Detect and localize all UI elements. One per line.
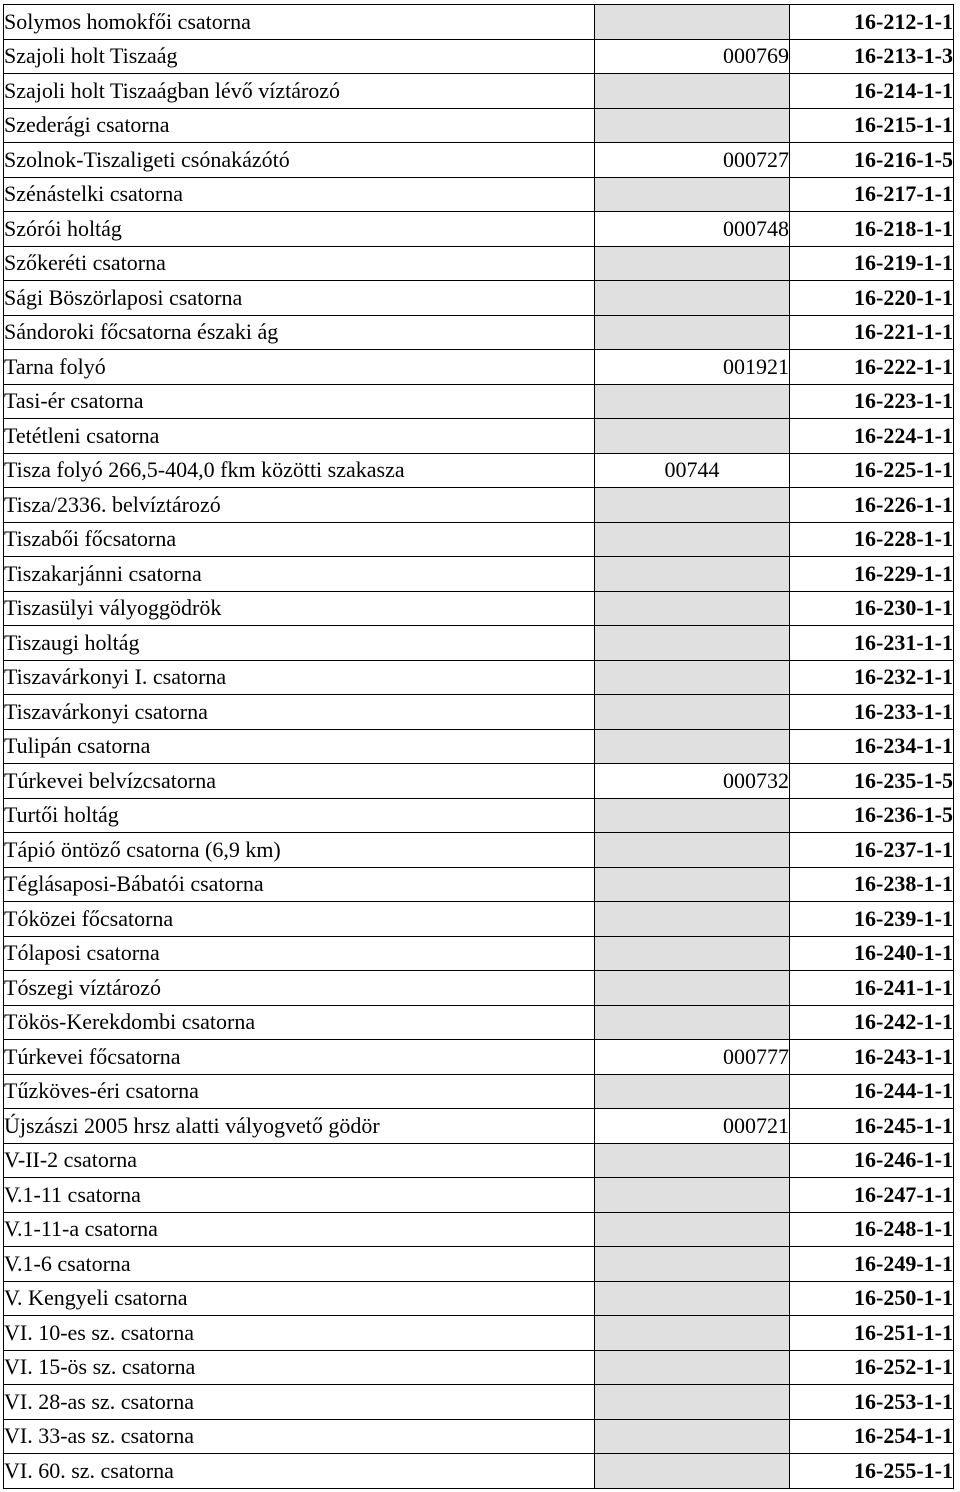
table-row: [4, 315, 954, 350]
empty-code-cell: [595, 1074, 790, 1109]
table-row: [4, 1350, 954, 1385]
water-body-id-cell: 16-216-1-5: [790, 143, 954, 178]
empty-code-cell: [595, 1212, 790, 1247]
water-body-name-cell: Tiszavárkonyi csatorna: [4, 695, 595, 730]
water-body-id-cell: 16-236-1-5: [790, 798, 954, 833]
water-body-id-cell: 16-219-1-1: [790, 246, 954, 281]
water-body-id-cell: 16-238-1-1: [790, 867, 954, 902]
empty-code-cell: [595, 695, 790, 730]
water-body-name-cell: Tápió öntöző csatorna (6,9 km): [4, 833, 595, 868]
water-body-id-cell: 16-247-1-1: [790, 1178, 954, 1213]
empty-code-cell: [595, 1350, 790, 1385]
water-body-id-cell: 16-237-1-1: [790, 833, 954, 868]
table-row: [4, 557, 954, 592]
table-row: [4, 1247, 954, 1282]
water-body-id-cell: 16-214-1-1: [790, 74, 954, 109]
table-row: [4, 143, 954, 178]
table-row: [4, 108, 954, 143]
table-row: [4, 246, 954, 281]
water-body-id-cell: 16-234-1-1: [790, 729, 954, 764]
water-body-id-cell: 16-221-1-1: [790, 315, 954, 350]
water-body-name-cell: VI. 15-ös sz. csatorna: [4, 1350, 595, 1385]
table-row: [4, 591, 954, 626]
table-row: [4, 384, 954, 419]
empty-code-cell: [595, 729, 790, 764]
table-row: [4, 695, 954, 730]
empty-code-cell: [595, 1454, 790, 1489]
water-body-code-cell: 000777: [595, 1040, 790, 1075]
table-row: [4, 1212, 954, 1247]
water-body-name-cell: VI. 33-as sz. csatorna: [4, 1419, 595, 1454]
water-body-name-cell: Tisza folyó 266,5-404,0 fkm közötti szakasza: [4, 453, 595, 488]
empty-code-cell: [595, 1005, 790, 1040]
table-row: [4, 1281, 954, 1316]
water-body-name-cell: VI. 60. sz. csatorna: [4, 1454, 595, 1489]
water-body-name-cell: Sándoroki főcsatorna északi ág: [4, 315, 595, 350]
water-body-name-cell: V.1-11 csatorna: [4, 1178, 595, 1213]
empty-code-cell: [595, 1247, 790, 1282]
water-body-name-cell: VI. 10-es sz. csatorna: [4, 1316, 595, 1351]
table-row: [4, 1109, 954, 1144]
table-row: [4, 453, 954, 488]
table-row: [4, 1454, 954, 1489]
water-body-register-table: [3, 4, 954, 1489]
table-row: [4, 350, 954, 385]
empty-code-cell: [595, 1281, 790, 1316]
table-row: [4, 626, 954, 661]
table-row: [4, 281, 954, 316]
empty-code-cell: [595, 591, 790, 626]
empty-code-cell: [595, 1419, 790, 1454]
table-row: [4, 971, 954, 1006]
water-body-id-cell: 16-229-1-1: [790, 557, 954, 592]
water-body-code-cell: 00744: [595, 453, 790, 488]
water-body-name-cell: Tisza/2336. belvíztározó: [4, 488, 595, 523]
water-body-name-cell: Szolnok-Tiszaligeti csónakázótó: [4, 143, 595, 178]
water-body-id-cell: 16-246-1-1: [790, 1143, 954, 1178]
water-body-name-cell: Szénástelki csatorna: [4, 177, 595, 212]
water-body-name-cell: VI. 28-as sz. csatorna: [4, 1385, 595, 1420]
empty-code-cell: [595, 1385, 790, 1420]
empty-code-cell: [595, 557, 790, 592]
water-body-name-cell: Túrkevei főcsatorna: [4, 1040, 595, 1075]
water-body-name-cell: Solymos homokfői csatorna: [4, 5, 595, 40]
water-body-name-cell: Tószegi víztározó: [4, 971, 595, 1006]
table-row: [4, 39, 954, 74]
water-body-id-cell: 16-215-1-1: [790, 108, 954, 143]
empty-code-cell: [595, 902, 790, 937]
table-row: [4, 522, 954, 557]
water-body-name-cell: V. Kengyeli csatorna: [4, 1281, 595, 1316]
water-body-id-cell: 16-224-1-1: [790, 419, 954, 454]
register-rows: [4, 5, 954, 1489]
water-body-id-cell: 16-217-1-1: [790, 177, 954, 212]
empty-code-cell: [595, 1178, 790, 1213]
water-body-id-cell: 16-255-1-1: [790, 1454, 954, 1489]
water-body-id-cell: 16-245-1-1: [790, 1109, 954, 1144]
water-body-code-cell: 001921: [595, 350, 790, 385]
table-row: [4, 1040, 954, 1075]
water-body-id-cell: 16-220-1-1: [790, 281, 954, 316]
water-body-id-cell: 16-232-1-1: [790, 660, 954, 695]
empty-code-cell: [595, 246, 790, 281]
water-body-code-cell: 000769: [595, 39, 790, 74]
table-row: [4, 833, 954, 868]
water-body-id-cell: 16-230-1-1: [790, 591, 954, 626]
empty-code-cell: [595, 315, 790, 350]
empty-code-cell: [595, 419, 790, 454]
empty-code-cell: [595, 1143, 790, 1178]
water-body-id-cell: 16-223-1-1: [790, 384, 954, 419]
empty-code-cell: [595, 1316, 790, 1351]
water-body-id-cell: 16-212-1-1: [790, 5, 954, 40]
water-body-id-cell: 16-251-1-1: [790, 1316, 954, 1351]
water-body-id-cell: 16-249-1-1: [790, 1247, 954, 1282]
water-body-name-cell: Turtői holtág: [4, 798, 595, 833]
water-body-name-cell: Tasi-ér csatorna: [4, 384, 595, 419]
table-row: [4, 1178, 954, 1213]
water-body-id-cell: 16-250-1-1: [790, 1281, 954, 1316]
water-body-name-cell: Szajoli holt Tiszaág: [4, 39, 595, 74]
water-body-name-cell: Tiszasülyi vályoggödrök: [4, 591, 595, 626]
table-row: [4, 419, 954, 454]
empty-code-cell: [595, 660, 790, 695]
empty-code-cell: [595, 522, 790, 557]
water-body-name-cell: Tiszakarjánni csatorna: [4, 557, 595, 592]
water-body-id-cell: 16-239-1-1: [790, 902, 954, 937]
table-row: [4, 1005, 954, 1040]
water-body-name-cell: Tóközei főcsatorna: [4, 902, 595, 937]
table-row: [4, 1143, 954, 1178]
empty-code-cell: [595, 177, 790, 212]
table-row: [4, 74, 954, 109]
table-row: [4, 660, 954, 695]
water-body-id-cell: 16-254-1-1: [790, 1419, 954, 1454]
table-row: [4, 1316, 954, 1351]
water-body-name-cell: Tetétleni csatorna: [4, 419, 595, 454]
table-row: [4, 212, 954, 247]
water-body-id-cell: 16-241-1-1: [790, 971, 954, 1006]
empty-code-cell: [595, 5, 790, 40]
water-body-id-cell: 16-228-1-1: [790, 522, 954, 557]
water-body-id-cell: 16-248-1-1: [790, 1212, 954, 1247]
water-body-id-cell: 16-240-1-1: [790, 936, 954, 971]
water-body-name-cell: Szederági csatorna: [4, 108, 595, 143]
water-body-name-cell: V-II-2 csatorna: [4, 1143, 595, 1178]
water-body-id-cell: 16-213-1-3: [790, 39, 954, 74]
water-body-name-cell: Tulipán csatorna: [4, 729, 595, 764]
table-row: [4, 902, 954, 937]
water-body-id-cell: 16-222-1-1: [790, 350, 954, 385]
water-body-name-cell: V.1-11-a csatorna: [4, 1212, 595, 1247]
water-body-name-cell: Tűzköves-éri csatorna: [4, 1074, 595, 1109]
water-body-id-cell: 16-252-1-1: [790, 1350, 954, 1385]
water-body-name-cell: Tiszabői főcsatorna: [4, 522, 595, 557]
water-body-name-cell: Téglásaposi-Bábatói csatorna: [4, 867, 595, 902]
table-row: [4, 177, 954, 212]
table-row: [4, 5, 954, 40]
table-row: [4, 936, 954, 971]
water-body-name-cell: Szőkeréti csatorna: [4, 246, 595, 281]
water-body-code-cell: 000748: [595, 212, 790, 247]
water-body-name-cell: Tarna folyó: [4, 350, 595, 385]
empty-code-cell: [595, 971, 790, 1006]
empty-code-cell: [595, 488, 790, 523]
water-body-name-cell: V.1-6 csatorna: [4, 1247, 595, 1282]
table-row: [4, 764, 954, 799]
table-row: [4, 867, 954, 902]
water-body-code-cell: 000732: [595, 764, 790, 799]
table-row: [4, 1074, 954, 1109]
empty-code-cell: [595, 936, 790, 971]
table-row: [4, 488, 954, 523]
table-row: [4, 1419, 954, 1454]
water-body-id-cell: 16-233-1-1: [790, 695, 954, 730]
water-body-code-cell: 000721: [595, 1109, 790, 1144]
empty-code-cell: [595, 384, 790, 419]
water-body-id-cell: 16-225-1-1: [790, 453, 954, 488]
water-body-name-cell: Tökös-Kerekdombi csatorna: [4, 1005, 595, 1040]
water-body-id-cell: 16-253-1-1: [790, 1385, 954, 1420]
water-body-id-cell: 16-244-1-1: [790, 1074, 954, 1109]
water-body-name-cell: Sági Böszörlaposi csatorna: [4, 281, 595, 316]
water-body-name-cell: Tiszaugi holtág: [4, 626, 595, 661]
water-body-id-cell: 16-226-1-1: [790, 488, 954, 523]
empty-code-cell: [595, 626, 790, 661]
empty-code-cell: [595, 833, 790, 868]
water-body-id-cell: 16-218-1-1: [790, 212, 954, 247]
empty-code-cell: [595, 867, 790, 902]
table-row: [4, 798, 954, 833]
water-body-id-cell: 16-235-1-5: [790, 764, 954, 799]
water-body-id-cell: 16-243-1-1: [790, 1040, 954, 1075]
water-body-name-cell: Túrkevei belvízcsatorna: [4, 764, 595, 799]
water-body-id-cell: 16-231-1-1: [790, 626, 954, 661]
water-body-id-cell: 16-242-1-1: [790, 1005, 954, 1040]
water-body-code-cell: 000727: [595, 143, 790, 178]
empty-code-cell: [595, 108, 790, 143]
empty-code-cell: [595, 74, 790, 109]
water-body-name-cell: Tiszavárkonyi I. csatorna: [4, 660, 595, 695]
table-row: [4, 1385, 954, 1420]
empty-code-cell: [595, 798, 790, 833]
water-body-name-cell: Újszászi 2005 hrsz alatti vályogvető gödör: [4, 1109, 595, 1144]
water-body-name-cell: Szajoli holt Tiszaágban lévő víztározó: [4, 74, 595, 109]
table-row: [4, 729, 954, 764]
empty-code-cell: [595, 281, 790, 316]
water-body-name-cell: Szórói holtág: [4, 212, 595, 247]
water-body-name-cell: Tólaposi csatorna: [4, 936, 595, 971]
